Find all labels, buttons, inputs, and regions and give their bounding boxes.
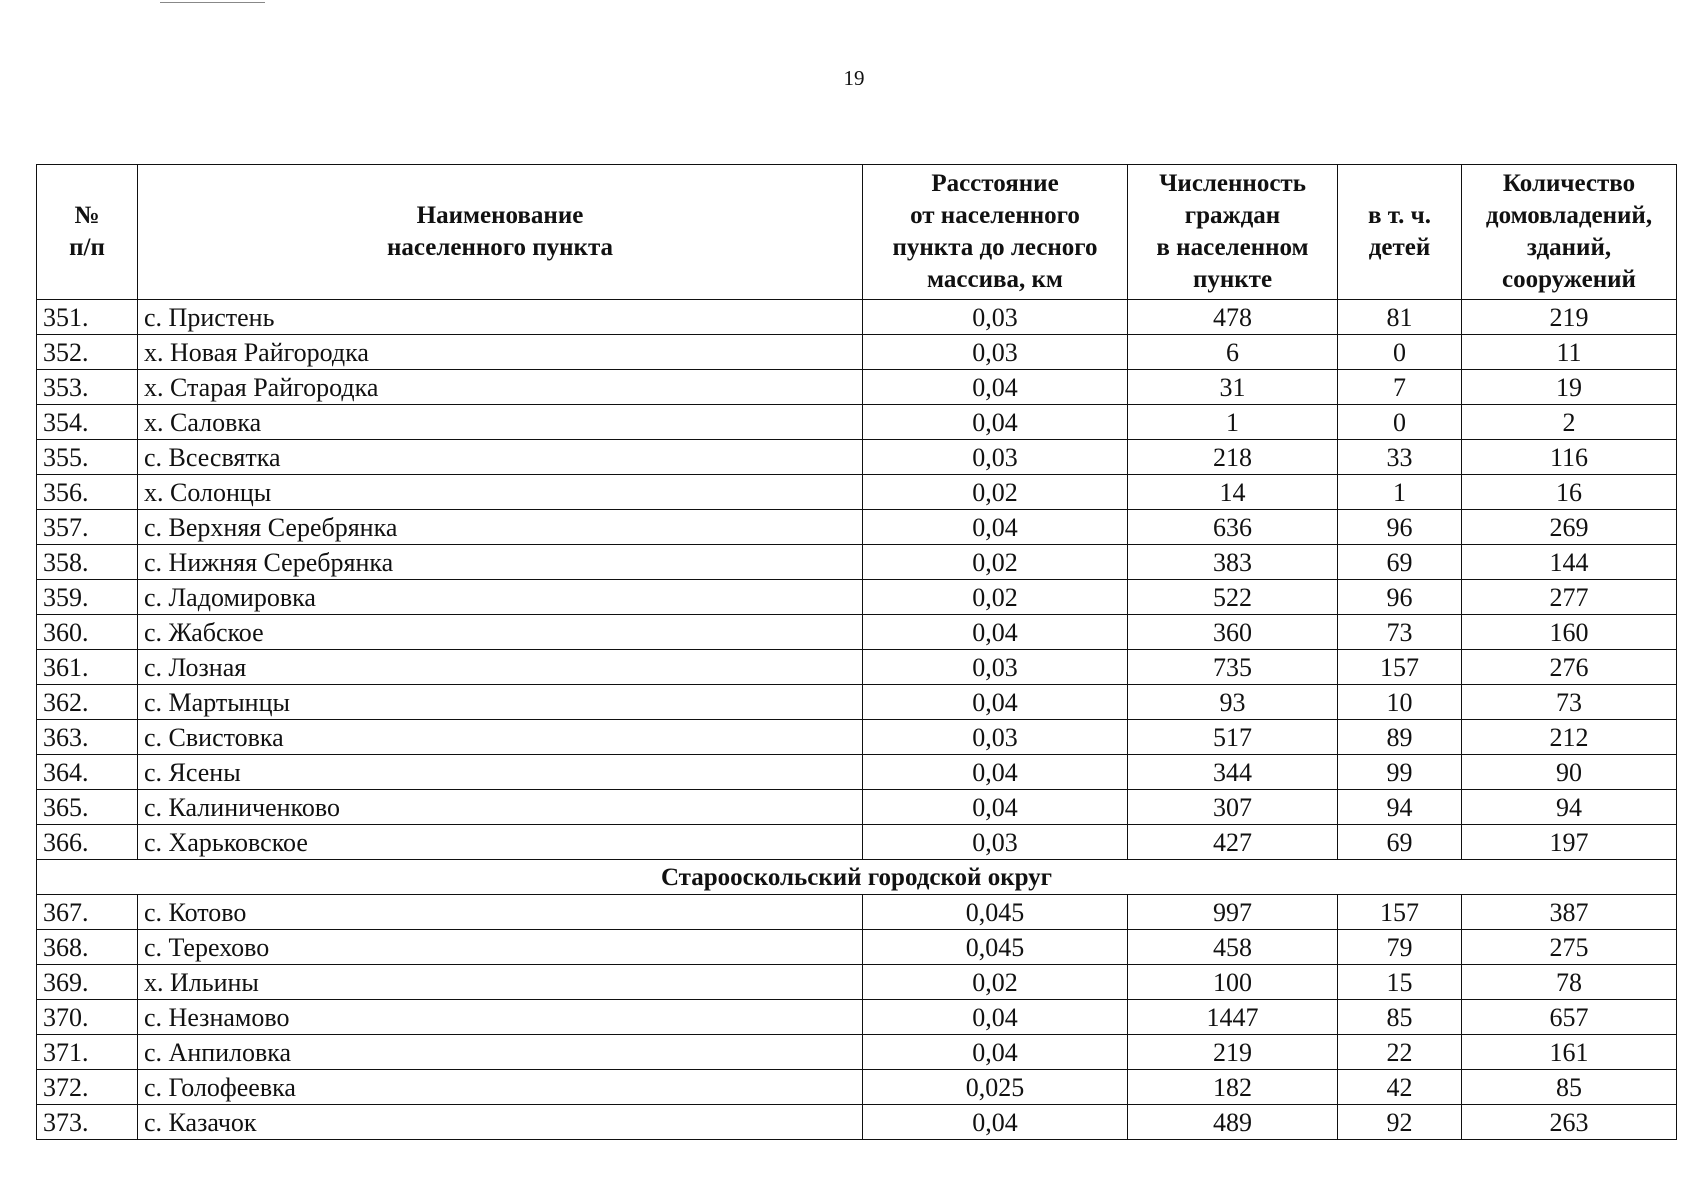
children-value: 81 [1338, 300, 1462, 335]
distance-value: 0,02 [863, 580, 1128, 615]
table-row [37, 650, 1677, 685]
distance-value: 0,03 [863, 335, 1128, 370]
settlement-name: с. Пристень [138, 300, 863, 335]
distance-value: 0,04 [863, 370, 1128, 405]
distance-value: 0,04 [863, 1000, 1128, 1035]
header-population-line: в населенном [1156, 234, 1309, 261]
children-value: 157 [1338, 895, 1462, 930]
population-value: 344 [1128, 755, 1338, 790]
header-distance-line: массива, км [927, 266, 1063, 293]
settlement-name: с. Незнамово [138, 1000, 863, 1035]
header-name-line: населенного пункта [386, 234, 614, 261]
buildings-value: 387 [1462, 895, 1677, 930]
population-value: 1447 [1128, 1000, 1338, 1035]
distance-value: 0,045 [863, 895, 1128, 930]
buildings-value: 2 [1462, 405, 1677, 440]
header-children-line: в т. ч. [1367, 202, 1431, 229]
buildings-value: 275 [1462, 930, 1677, 965]
population-value: 307 [1128, 790, 1338, 825]
population-value: 489 [1128, 1105, 1338, 1140]
table-row [37, 300, 1677, 335]
settlement-name: с. Котово [138, 895, 863, 930]
children-value: 42 [1338, 1070, 1462, 1105]
row-number: 359. [37, 580, 138, 615]
buildings-value: 85 [1462, 1070, 1677, 1105]
row-number: 353. [37, 370, 138, 405]
children-value: 96 [1338, 580, 1462, 615]
distance-value: 0,04 [863, 1035, 1128, 1070]
header-population [1128, 165, 1338, 300]
table-row [37, 895, 1677, 930]
header-buildings-line: сооружений [1502, 266, 1636, 293]
buildings-value: 276 [1462, 650, 1677, 685]
population-value: 427 [1128, 825, 1338, 860]
settlement-name: с. Анпиловка [138, 1035, 863, 1070]
population-value: 478 [1128, 300, 1338, 335]
population-value: 458 [1128, 930, 1338, 965]
header-distance-line: Расстояние [931, 170, 1059, 197]
row-number: 365. [37, 790, 138, 825]
children-value: 7 [1338, 370, 1462, 405]
buildings-value: 144 [1462, 545, 1677, 580]
table-row [37, 440, 1677, 475]
distance-value: 0,04 [863, 1105, 1128, 1140]
children-value: 10 [1338, 685, 1462, 720]
buildings-value: 116 [1462, 440, 1677, 475]
buildings-value: 263 [1462, 1105, 1677, 1140]
buildings-value: 11 [1462, 335, 1677, 370]
buildings-value: 197 [1462, 825, 1677, 860]
header-num-line: № [74, 202, 100, 229]
population-value: 517 [1128, 720, 1338, 755]
row-number: 355. [37, 440, 138, 475]
settlement-name: с. Мартынцы [138, 685, 863, 720]
header-buildings-line: Количество [1502, 170, 1636, 197]
settlement-name: х. Ильины [138, 965, 863, 1000]
settlement-name: с. Голофеевка [138, 1070, 863, 1105]
settlement-name: с. Казачок [138, 1105, 863, 1140]
header-population-line: граждан [1184, 202, 1281, 229]
table-row [37, 1035, 1677, 1070]
children-value: 15 [1338, 965, 1462, 1000]
distance-value: 0,02 [863, 475, 1128, 510]
settlement-name: с. Всесвятка [138, 440, 863, 475]
header-name [138, 165, 863, 300]
children-value: 0 [1338, 335, 1462, 370]
distance-value: 0,03 [863, 825, 1128, 860]
row-number: 361. [37, 650, 138, 685]
table-row [37, 335, 1677, 370]
settlement-name: с. Нижняя Серебрянка [138, 545, 863, 580]
settlement-name: х. Солонцы [138, 475, 863, 510]
settlements-table [36, 164, 1677, 1140]
table-body [37, 300, 1677, 1140]
row-number: 364. [37, 755, 138, 790]
header-population-line: Численность [1159, 170, 1306, 197]
table-row [37, 370, 1677, 405]
header-num-line: п/п [69, 234, 105, 261]
row-number: 352. [37, 335, 138, 370]
table-row [37, 545, 1677, 580]
header-distance-line: пункта до лесного [892, 234, 1098, 261]
buildings-value: 212 [1462, 720, 1677, 755]
distance-value: 0,025 [863, 1070, 1128, 1105]
buildings-value: 269 [1462, 510, 1677, 545]
settlement-name: с. Терехово [138, 930, 863, 965]
settlement-name: х. Саловка [138, 405, 863, 440]
buildings-value: 90 [1462, 755, 1677, 790]
settlement-name: с. Верхняя Серебрянка [138, 510, 863, 545]
distance-value: 0,04 [863, 405, 1128, 440]
distance-value: 0,03 [863, 440, 1128, 475]
page-number: 19 [843, 66, 865, 90]
buildings-value: 19 [1462, 370, 1677, 405]
settlement-name: с. Ладомировка [138, 580, 863, 615]
settlement-name: с. Харьковское [138, 825, 863, 860]
distance-value: 0,045 [863, 930, 1128, 965]
population-value: 31 [1128, 370, 1338, 405]
row-number: 372. [37, 1070, 138, 1105]
distance-value: 0,04 [863, 685, 1128, 720]
table-row [37, 790, 1677, 825]
population-value: 1 [1128, 405, 1338, 440]
population-value: 383 [1128, 545, 1338, 580]
table-row [37, 580, 1677, 615]
children-value: 69 [1338, 825, 1462, 860]
row-number: 369. [37, 965, 138, 1000]
table-row [37, 510, 1677, 545]
header-distance-line: от населенного [910, 202, 1080, 229]
table-row [37, 965, 1677, 1000]
population-value: 219 [1128, 1035, 1338, 1070]
table-row [37, 1105, 1677, 1140]
population-value: 182 [1128, 1070, 1338, 1105]
buildings-value: 657 [1462, 1000, 1677, 1035]
header-buildings-line: зданий, [1526, 234, 1612, 261]
row-number: 363. [37, 720, 138, 755]
table-row [37, 405, 1677, 440]
table-row [37, 1070, 1677, 1105]
children-value: 96 [1338, 510, 1462, 545]
distance-value: 0,03 [863, 720, 1128, 755]
header-population-line: пункте [1192, 266, 1273, 293]
population-value: 636 [1128, 510, 1338, 545]
row-number: 356. [37, 475, 138, 510]
population-value: 218 [1128, 440, 1338, 475]
children-value: 94 [1338, 790, 1462, 825]
children-value: 89 [1338, 720, 1462, 755]
buildings-value: 277 [1462, 580, 1677, 615]
header-children [1338, 165, 1462, 300]
settlement-name: с. Ясены [138, 755, 863, 790]
buildings-value: 16 [1462, 475, 1677, 510]
children-value: 1 [1338, 475, 1462, 510]
children-value: 0 [1338, 405, 1462, 440]
children-value: 157 [1338, 650, 1462, 685]
buildings-value: 94 [1462, 790, 1677, 825]
buildings-value: 73 [1462, 685, 1677, 720]
buildings-value: 219 [1462, 300, 1677, 335]
distance-value: 0,03 [863, 650, 1128, 685]
header-num [37, 165, 138, 300]
row-number: 357. [37, 510, 138, 545]
settlement-name: х. Старая Райгородка [138, 370, 863, 405]
header-buildings-line: домовладений, [1485, 202, 1653, 229]
row-number: 358. [37, 545, 138, 580]
row-number: 367. [37, 895, 138, 930]
population-value: 100 [1128, 965, 1338, 1000]
table-row [37, 615, 1677, 650]
children-value: 22 [1338, 1035, 1462, 1070]
header-buildings [1462, 165, 1677, 300]
row-number: 371. [37, 1035, 138, 1070]
table-row [37, 755, 1677, 790]
children-value: 69 [1338, 545, 1462, 580]
table-header-row [37, 165, 1677, 300]
buildings-value: 161 [1462, 1035, 1677, 1070]
table-row [37, 720, 1677, 755]
section-title: Старооскольский городской округ [37, 860, 1677, 895]
distance-value: 0,02 [863, 545, 1128, 580]
settlement-name: с. Калиниченково [138, 790, 863, 825]
population-value: 997 [1128, 895, 1338, 930]
header-name-line: Наименование [416, 202, 584, 229]
population-value: 522 [1128, 580, 1338, 615]
row-number: 373. [37, 1105, 138, 1140]
row-number: 366. [37, 825, 138, 860]
children-value: 92 [1338, 1105, 1462, 1140]
table-row [37, 825, 1677, 860]
settlement-name: с. Жабское [138, 615, 863, 650]
row-number: 362. [37, 685, 138, 720]
children-value: 73 [1338, 615, 1462, 650]
distance-value: 0,04 [863, 615, 1128, 650]
distance-value: 0,04 [863, 755, 1128, 790]
settlement-name: с. Свистовка [138, 720, 863, 755]
row-number: 354. [37, 405, 138, 440]
row-number: 370. [37, 1000, 138, 1035]
distance-value: 0,03 [863, 300, 1128, 335]
row-number: 351. [37, 300, 138, 335]
table-row [37, 1000, 1677, 1035]
buildings-value: 78 [1462, 965, 1677, 1000]
buildings-value: 160 [1462, 615, 1677, 650]
distance-value: 0,04 [863, 510, 1128, 545]
population-value: 93 [1128, 685, 1338, 720]
distance-value: 0,04 [863, 790, 1128, 825]
settlement-name: х. Новая Райгородка [138, 335, 863, 370]
population-value: 14 [1128, 475, 1338, 510]
distance-value: 0,02 [863, 965, 1128, 1000]
section-header-row [37, 860, 1677, 895]
children-value: 33 [1338, 440, 1462, 475]
children-value: 99 [1338, 755, 1462, 790]
population-value: 6 [1128, 335, 1338, 370]
header-children-line: детей [1368, 234, 1431, 261]
table-row [37, 685, 1677, 720]
table-row [37, 475, 1677, 510]
header-distance [863, 165, 1128, 300]
population-value: 360 [1128, 615, 1338, 650]
row-number: 368. [37, 930, 138, 965]
scan-artifact-line [160, 2, 265, 3]
children-value: 79 [1338, 930, 1462, 965]
population-value: 735 [1128, 650, 1338, 685]
table-row [37, 930, 1677, 965]
row-number: 360. [37, 615, 138, 650]
children-value: 85 [1338, 1000, 1462, 1035]
settlement-name: с. Лозная [138, 650, 863, 685]
